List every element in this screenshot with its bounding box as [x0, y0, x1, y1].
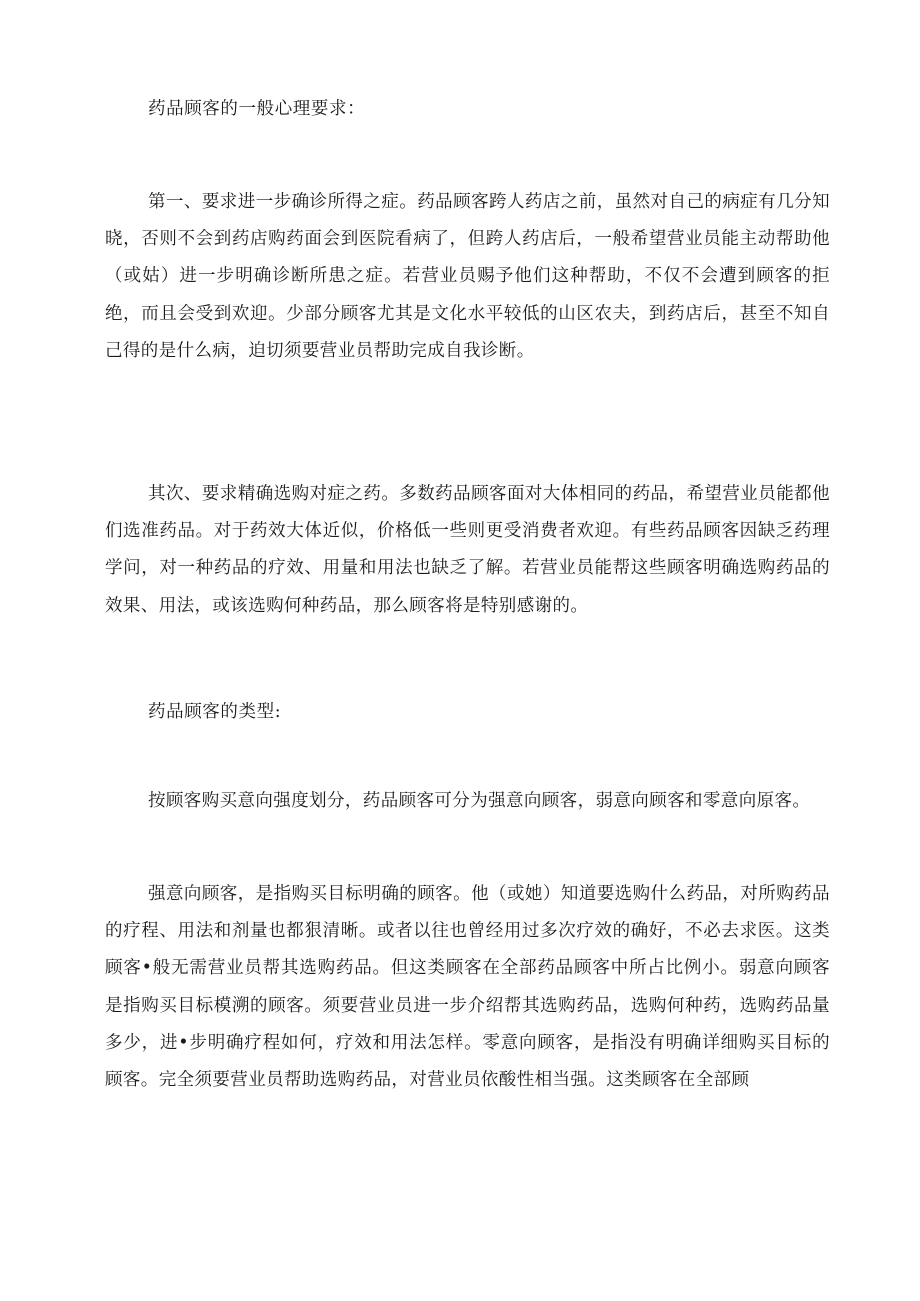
- paragraph-intent-types: 强意向顾客，是指购买目标明确的顾客。他（或她）知道要选购什么药品，对所购药品的疗程、用法和剂量也都狠清晰。或者以往也曾经用过多次疗效的确好，不必去求医。这类顾客•般无需营业员帮其选购药品。但这类顾客在全部药品顾客中所占比例小。弱意向顾客是指购买目标模溯的顾客。须要营业员进一步介绍帮其选购药品，选购何种药，选购药品量多少，进•步明确疗程如何，疗效和用法怎样。零意向顾客，是指没有明确详细购买目标的顾客。完全须要营业员帮助选购药品，对营业员依酸性相当强。这类顾客在全部顾: [105, 884, 830, 1091]
- heading-customer-types: 药品顾客的类型:: [148, 702, 282, 722]
- paragraph-classification: 按顾客购买意向强度划分，药品顾客可分为强意向顾客，弱意向顾客和零意向原客。: [148, 791, 811, 811]
- paragraph-second-requirement: 其次、要求精确选购对症之药。多数药品顾客面对大体相同的药品，希望营业员能都他们选准药品。对于药效大体近似，价格低一些则更受消费者欢迎。有些药品顾客因缺乏药理学问，对一种药品的疗效、用量和用法也缺乏了解。若营业员能帮这些顾客明确选购药品的效果、用法，或该选购何种药品，那么顾客将是特别感谢的。: [105, 484, 830, 616]
- heading-general-psychology: 药品顾客的一般心理要求：: [148, 99, 366, 119]
- paragraph-first-requirement: 第一、要求进一步确诊所得之症。药品顾客跨人药店之前，虽然对自己的病症有几分知晓，否则不会到药店购药面会到医院看病了，但跨人药店后，一般希望营业员能主动帮助他（或姑）进一步明确诊断所患之症。若营业员赐予他们这种帮助，不仅不会遭到顾客的拒绝，而且会受到欢迎。少部分顾客尤其是文化水平较低的山区农夫，到药店后，甚至不知自己得的是什么病，迫切须要营业员帮助完成自我诊断。: [105, 192, 830, 361]
